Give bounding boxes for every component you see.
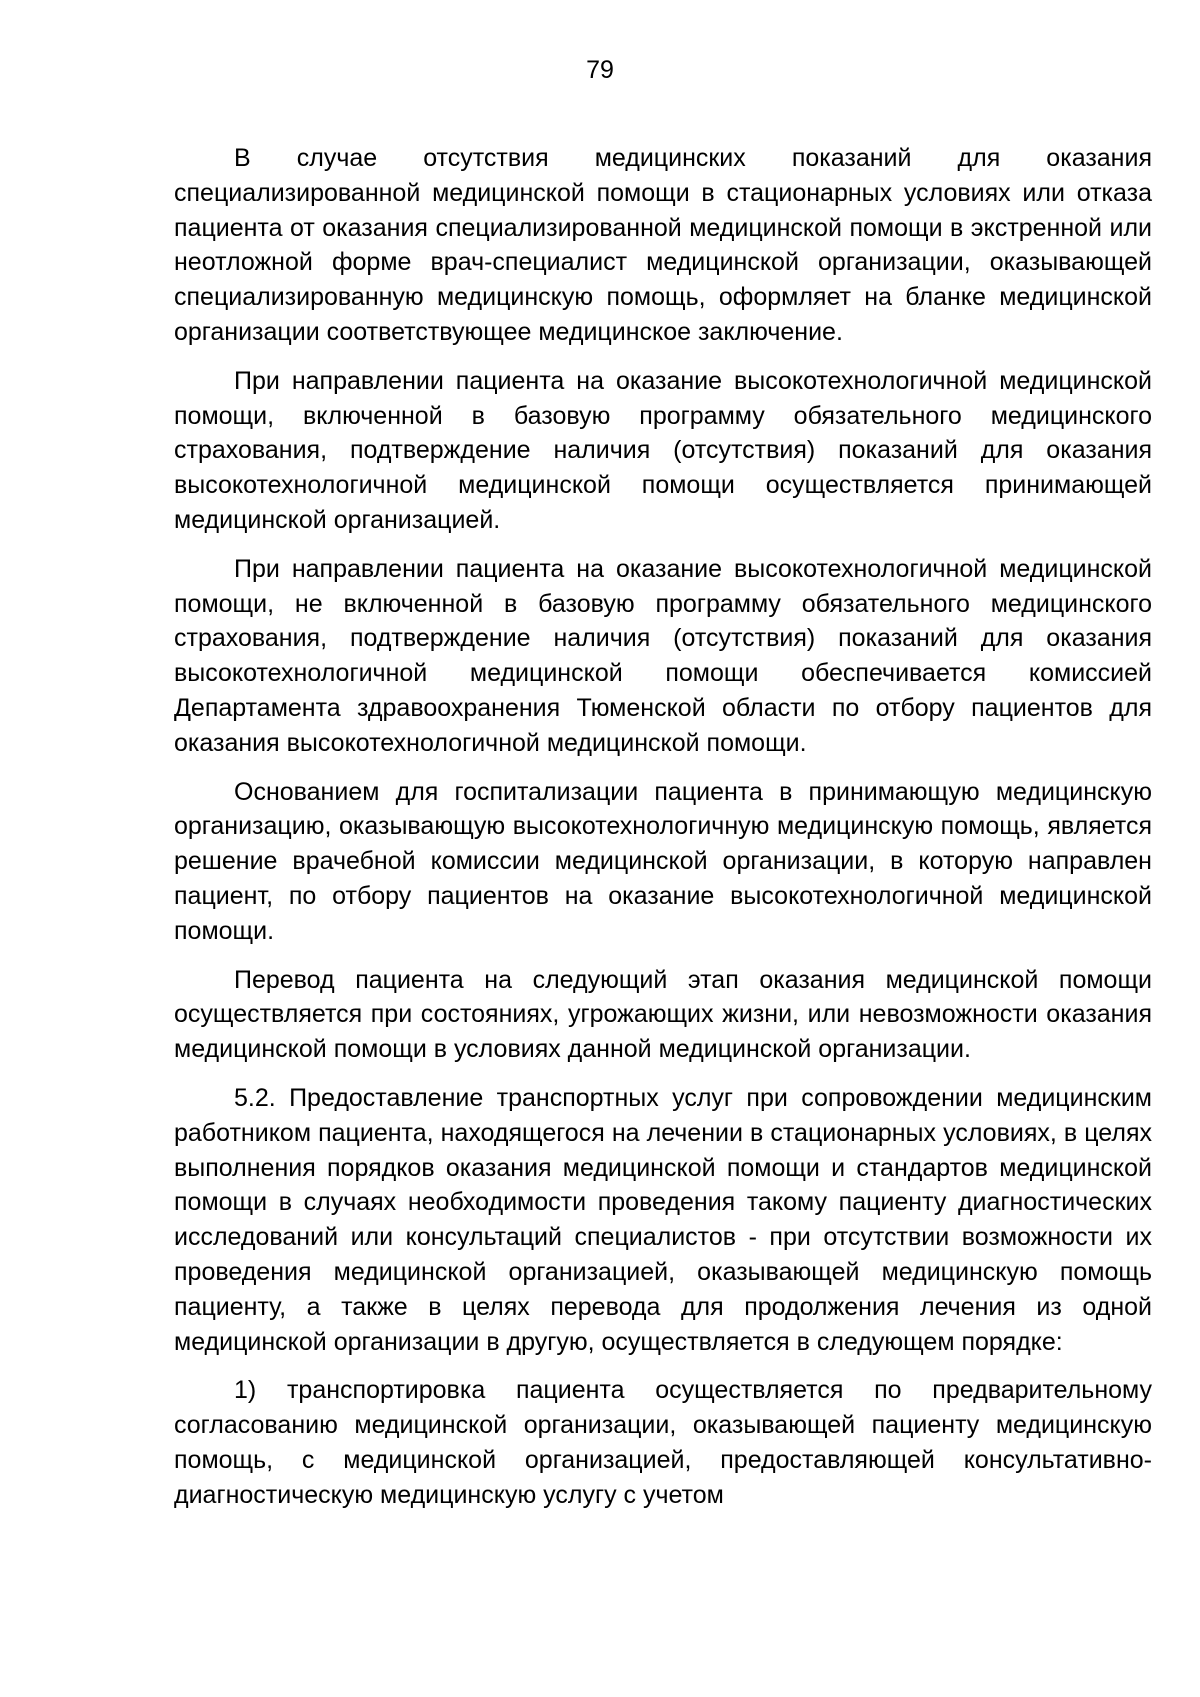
paragraph-htmc-included: При направлении пациента на оказание высокотехнологичной медицинской помощи, включенной в базовую программу обязательного медицинского страхования, подтверждение наличия (отсутствия) показаний для оказания высокотехнологичной медицинской помощи осуществляется принимающей медицинской организацией. [174,366,1152,534]
paragraph-section-5-2: 5.2. Предоставление транспортных услуг при сопровождении медицинским работником пациента, находящегося на лечении в стационарных условиях, в целях выполнения порядков оказания медицинской помощи и стандартов медицинской помощи в случаях необходимости проведения такому пациенту диагностических исследований или консультаций специалистов - при отсутствии возможности их проведения медицинской организацией, оказывающей медицинскую помощь пациенту, а также в целях перевода для продолжения лечения из одной медицинской организации в другую, осуществляется в следующем порядке: [174,1083,1152,1356]
page-number: 79 [586,56,614,84]
paragraph-no-indications: В случае отсутствия медицинских показаний для оказания специализированной медицинской помощи в стационарных условиях или отказа пациента от оказания специализированной медицинской помощи в экстренной или неотложной форме врач-специалист медицинской организации, оказывающей специализированную медицинскую помощь, оформляет на бланке медицинской организации соответствующее медицинское заключение. [174,144,1152,346]
document-body [174,141,1152,1526]
paragraph-patient-transfer: Перевод пациента на следующий этап оказания медицинской помощи осуществляется при состояниях, угрожающих жизни, или невозможности оказания медицинской помощи в условиях данной медицинской организации. [174,965,1152,1064]
paragraph-hospitalization-basis: Основанием для госпитализации пациента в принимающую медицинскую организацию, оказывающую высокотехнологичную медицинскую помощь, является решение врачебной комиссии медицинской организации, в которую направлен пациент, по отбору пациентов на оказание высокотехнологичной медицинской помощи. [174,777,1152,945]
paragraph-item-1: 1) транспортировка пациента осуществляется по предварительному согласованию медицинской организации, оказывающей пациенту медицинскую помощь, с медицинской организацией, предоставляющей консультативно-диагностическую медицинскую услугу с учетом [174,1376,1152,1509]
paragraph-htmc-not-included: При направлении пациента на оказание высокотехнологичной медицинской помощи, не включенной в базовую программу обязательного медицинского страхования, подтверждение наличия (отсутствия) показаний для оказания высокотехнологичной медицинской помощи обеспечивается комиссией Департамента здравоохранения Тюменской области по отбору пациентов для оказания высокотехнологичной медицинской помощи. [174,554,1152,757]
